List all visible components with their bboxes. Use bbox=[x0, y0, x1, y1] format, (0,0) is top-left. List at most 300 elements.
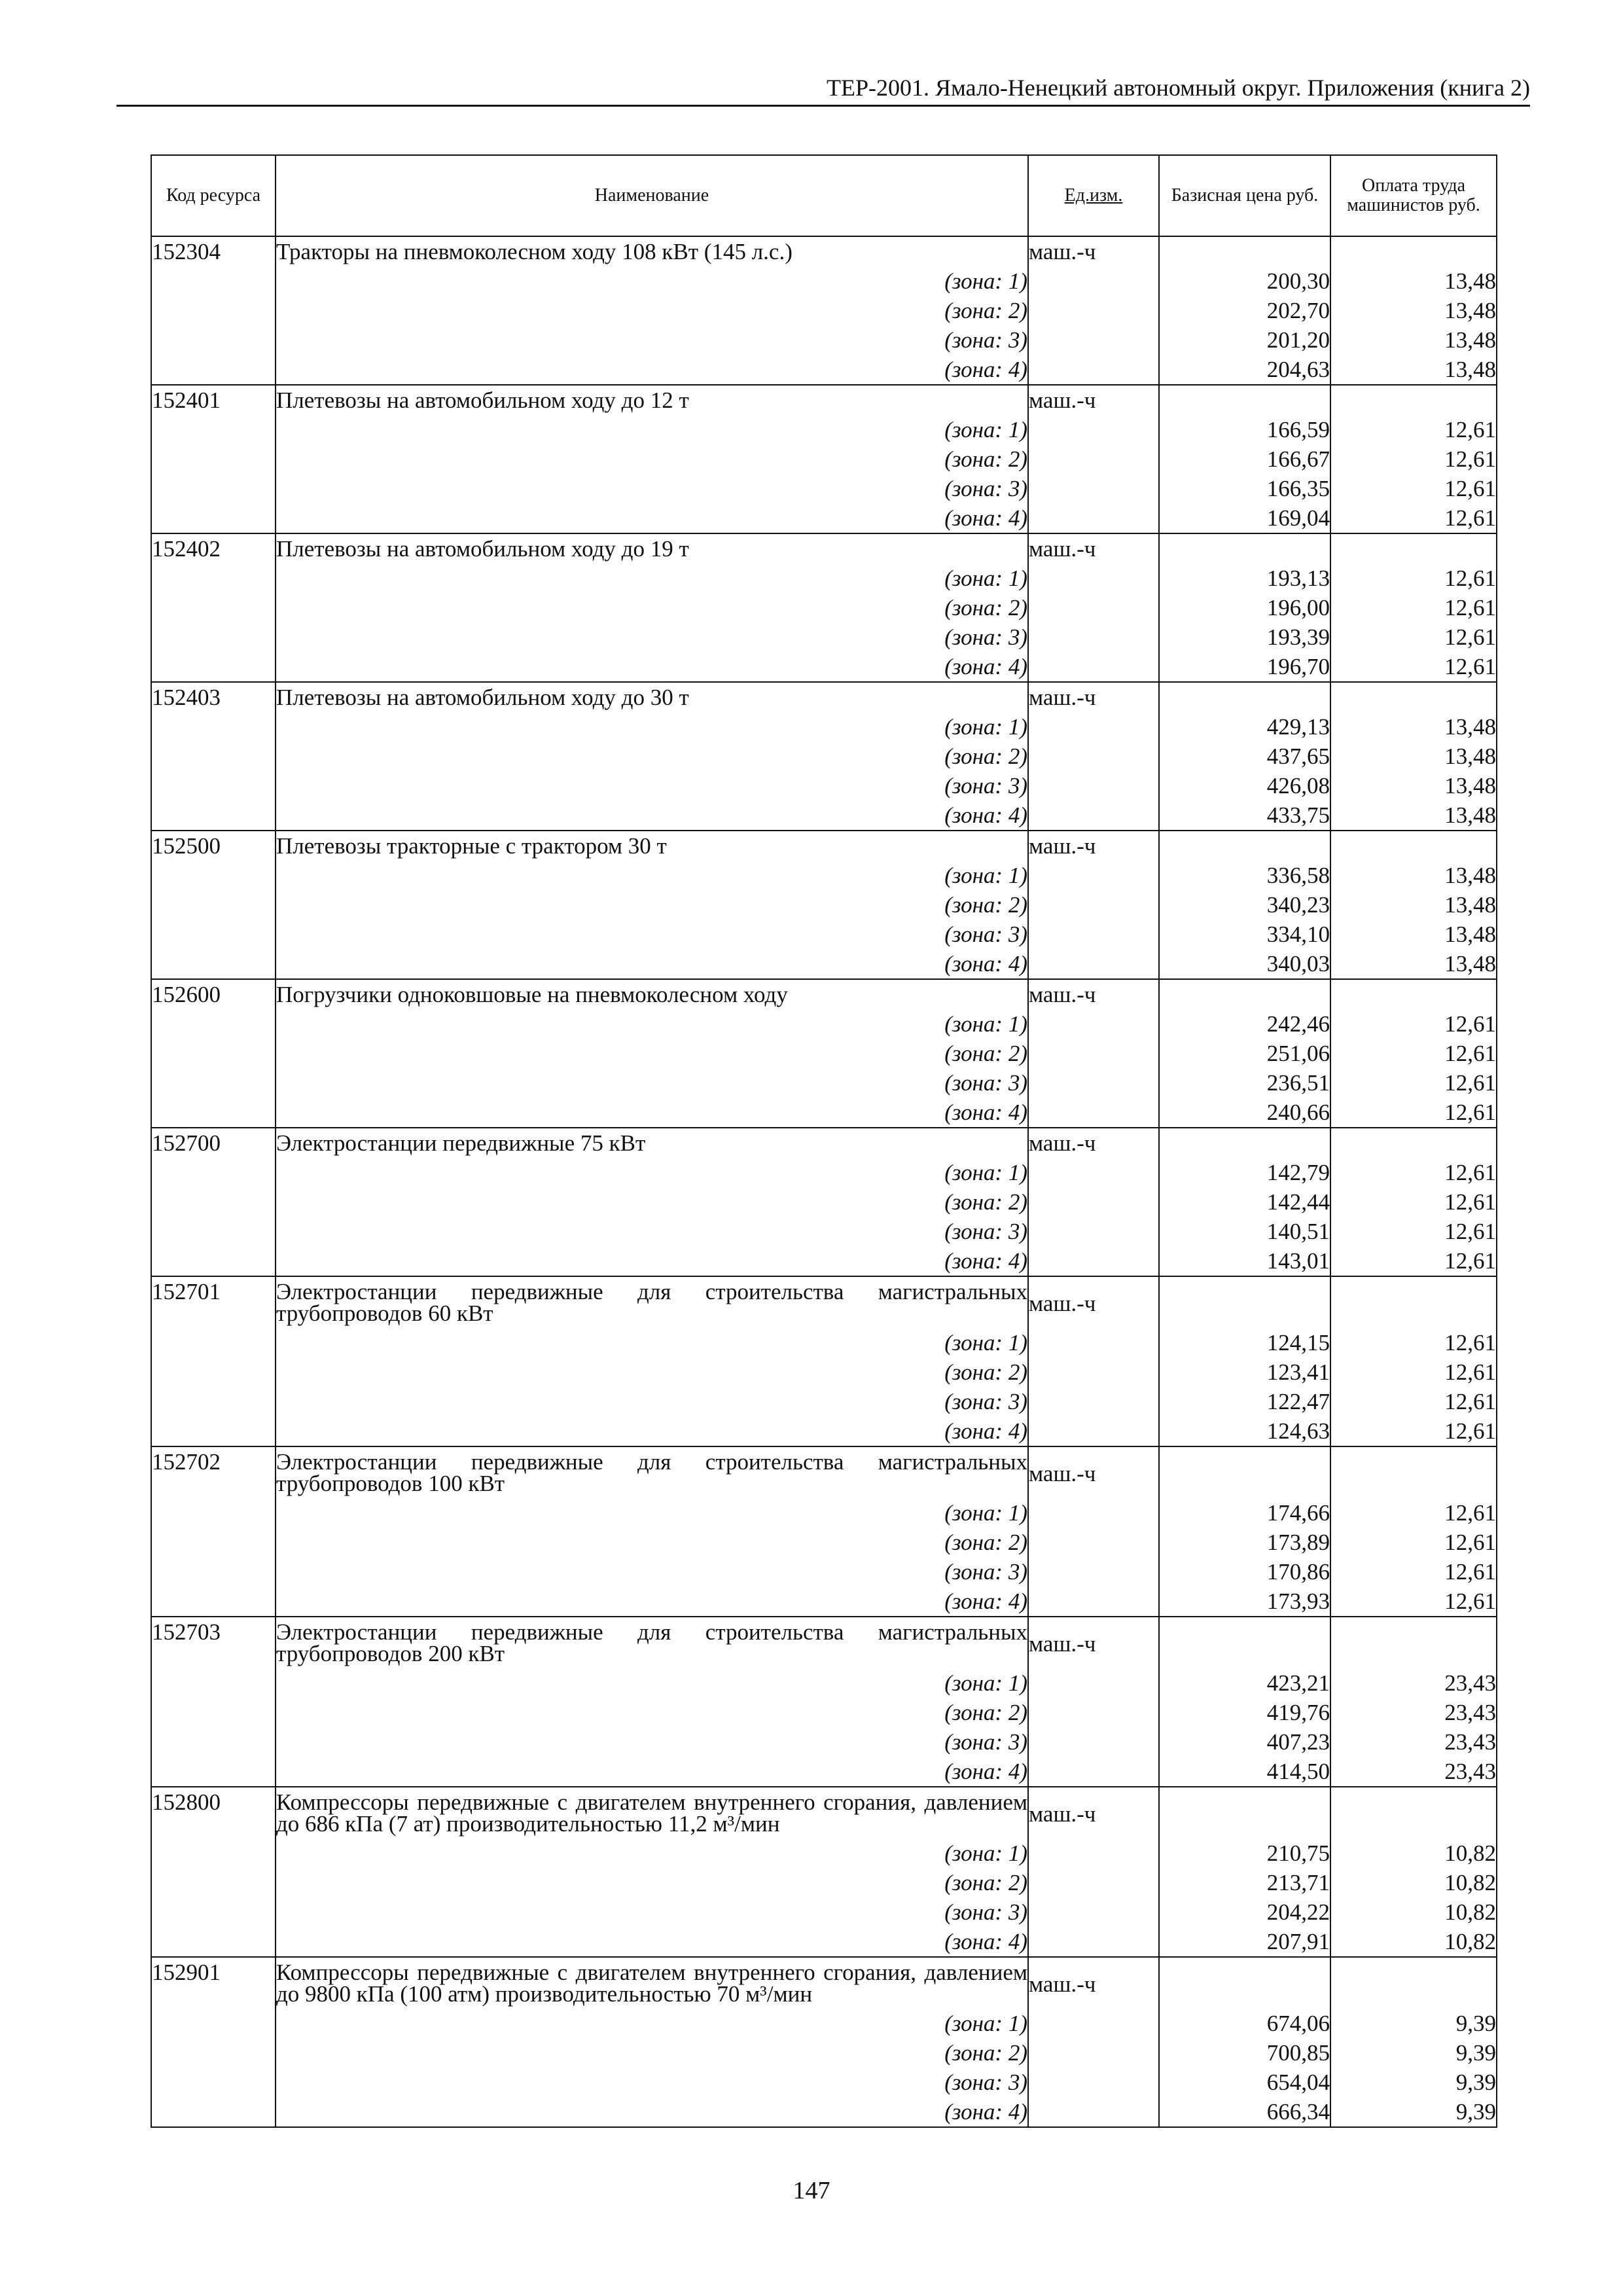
zone-label: (зона: 2) bbox=[276, 890, 1028, 920]
column-header-unit bbox=[1028, 155, 1159, 236]
resource-price-empty bbox=[1159, 533, 1330, 564]
zone-unit-empty bbox=[1028, 1557, 1159, 1587]
resource-pay-empty bbox=[1330, 1957, 1497, 2009]
zone-base-price: 674,06 bbox=[1159, 2009, 1330, 2038]
zone-label: (зона: 3) bbox=[276, 1557, 1028, 1587]
zone-unit-empty bbox=[1028, 861, 1159, 890]
zone-base-price: 207,91 bbox=[1159, 1927, 1330, 1957]
zone-base-price: 201,20 bbox=[1159, 325, 1330, 355]
zone-row bbox=[151, 355, 1497, 385]
zone-label: (зона: 1) bbox=[276, 712, 1028, 742]
zone-label: (зона: 3) bbox=[276, 325, 1028, 355]
zone-base-price: 666,34 bbox=[1159, 2097, 1330, 2127]
resource-row bbox=[151, 236, 1497, 266]
zone-label: (зона: 2) bbox=[276, 296, 1028, 325]
zone-base-price: 196,00 bbox=[1159, 593, 1330, 622]
zone-unit-empty bbox=[1028, 1068, 1159, 1098]
zone-row bbox=[151, 1246, 1497, 1276]
zone-label: (зона: 3) bbox=[276, 1387, 1028, 1416]
zone-base-price: 654,04 bbox=[1159, 2068, 1330, 2097]
zone-base-price: 429,13 bbox=[1159, 712, 1330, 742]
resource-price-empty bbox=[1159, 236, 1330, 266]
zone-code-empty bbox=[151, 800, 276, 831]
zone-code-empty bbox=[151, 266, 276, 296]
resource-unit: маш.-ч bbox=[1028, 236, 1159, 266]
zone-operator-pay: 10,82 bbox=[1330, 1927, 1497, 1957]
zone-base-price: 124,15 bbox=[1159, 1328, 1330, 1357]
zone-base-price: 340,03 bbox=[1159, 949, 1330, 979]
zone-row bbox=[151, 1587, 1497, 1617]
zone-operator-pay: 23,43 bbox=[1330, 1698, 1497, 1727]
resource-name-cell bbox=[276, 831, 1028, 861]
zone-unit-empty bbox=[1028, 1757, 1159, 1787]
zone-label: (зона: 4) bbox=[276, 1927, 1028, 1957]
zone-label: (зона: 2) bbox=[276, 1698, 1028, 1727]
table-header bbox=[151, 155, 1497, 236]
resource-price-empty bbox=[1159, 1446, 1330, 1498]
resource-pay-empty bbox=[1330, 1276, 1497, 1328]
resource-group bbox=[151, 1617, 1497, 1787]
zone-code-empty bbox=[151, 1158, 276, 1187]
zone-base-price: 242,46 bbox=[1159, 1009, 1330, 1039]
resource-pay-empty bbox=[1330, 1446, 1497, 1498]
zone-base-price: 437,65 bbox=[1159, 742, 1330, 771]
zone-row bbox=[151, 1158, 1497, 1187]
resource-unit: маш.-ч bbox=[1028, 1276, 1159, 1328]
zone-code-empty bbox=[151, 622, 276, 652]
zone-label: (зона: 2) bbox=[276, 593, 1028, 622]
resource-name: Электростанции передвижные для строительства магистральных трубопроводов 100 кВт bbox=[276, 1449, 1027, 1496]
column-header-code: Код ресурса bbox=[151, 155, 276, 236]
zone-base-price: 174,66 bbox=[1159, 1498, 1330, 1528]
zone-label: (зона: 3) bbox=[276, 1068, 1028, 1098]
zone-code-empty bbox=[151, 1009, 276, 1039]
zone-row bbox=[151, 1868, 1497, 1897]
zone-code-empty bbox=[151, 1498, 276, 1528]
zone-base-price: 700,85 bbox=[1159, 2038, 1330, 2068]
zone-base-price: 240,66 bbox=[1159, 1098, 1330, 1128]
zone-row bbox=[151, 920, 1497, 949]
resource-group bbox=[151, 1128, 1497, 1276]
zone-row bbox=[151, 2068, 1497, 2097]
resource-unit: маш.-ч bbox=[1028, 979, 1159, 1009]
zone-unit-empty bbox=[1028, 1528, 1159, 1557]
zone-unit-empty bbox=[1028, 1927, 1159, 1957]
resource-row bbox=[151, 1276, 1497, 1328]
zone-operator-pay: 9,39 bbox=[1330, 2097, 1497, 2127]
zone-label: (зона: 3) bbox=[276, 771, 1028, 800]
resource-code: 152403 bbox=[151, 682, 276, 712]
zone-base-price: 213,71 bbox=[1159, 1868, 1330, 1897]
zone-code-empty bbox=[151, 1839, 276, 1868]
zone-code-empty bbox=[151, 1068, 276, 1098]
resource-code: 152402 bbox=[151, 533, 276, 564]
zone-operator-pay: 12,61 bbox=[1330, 593, 1497, 622]
zone-row bbox=[151, 415, 1497, 444]
zone-code-empty bbox=[151, 2038, 276, 2068]
zone-base-price: 142,79 bbox=[1159, 1158, 1330, 1187]
zone-row bbox=[151, 503, 1497, 533]
zone-row bbox=[151, 800, 1497, 831]
resource-price-empty bbox=[1159, 1128, 1330, 1158]
zone-base-price: 236,51 bbox=[1159, 1068, 1330, 1098]
zone-operator-pay: 12,61 bbox=[1330, 1387, 1497, 1416]
zone-row bbox=[151, 296, 1497, 325]
zone-label: (зона: 4) bbox=[276, 2097, 1028, 2127]
resource-row bbox=[151, 682, 1497, 712]
resource-name: Тракторы на пневмоколесном ходу 108 кВт (145 л.с.) bbox=[276, 239, 793, 264]
zone-label: (зона: 2) bbox=[276, 2038, 1028, 2068]
zone-code-empty bbox=[151, 712, 276, 742]
zone-operator-pay: 13,48 bbox=[1330, 742, 1497, 771]
resource-unit: маш.-ч bbox=[1028, 385, 1159, 415]
zone-code-empty bbox=[151, 652, 276, 682]
zone-base-price: 122,47 bbox=[1159, 1387, 1330, 1416]
zone-row bbox=[151, 1528, 1497, 1557]
resource-table-wrapper bbox=[151, 154, 1496, 2128]
zone-operator-pay: 10,82 bbox=[1330, 1868, 1497, 1897]
zone-base-price: 166,59 bbox=[1159, 415, 1330, 444]
zone-operator-pay: 9,39 bbox=[1330, 2009, 1497, 2038]
resource-row bbox=[151, 385, 1497, 415]
zone-base-price: 340,23 bbox=[1159, 890, 1330, 920]
zone-code-empty bbox=[151, 1246, 276, 1276]
zone-base-price: 414,50 bbox=[1159, 1757, 1330, 1787]
zone-code-empty bbox=[151, 1387, 276, 1416]
resource-name-cell bbox=[276, 1446, 1028, 1498]
resource-name-cell bbox=[276, 1957, 1028, 2009]
zone-unit-empty bbox=[1028, 1668, 1159, 1698]
zone-row bbox=[151, 1357, 1497, 1387]
zone-code-empty bbox=[151, 415, 276, 444]
zone-label: (зона: 1) bbox=[276, 2009, 1028, 2038]
zone-label: (зона: 1) bbox=[276, 564, 1028, 593]
zone-label: (зона: 4) bbox=[276, 1757, 1028, 1787]
zone-base-price: 202,70 bbox=[1159, 296, 1330, 325]
zone-unit-empty bbox=[1028, 1387, 1159, 1416]
resource-name-cell bbox=[276, 979, 1028, 1009]
zone-code-empty bbox=[151, 564, 276, 593]
zone-code-empty bbox=[151, 1357, 276, 1387]
resource-pay-empty bbox=[1330, 385, 1497, 415]
zone-label: (зона: 4) bbox=[276, 800, 1028, 831]
zone-row bbox=[151, 1098, 1497, 1128]
zone-operator-pay: 12,61 bbox=[1330, 1009, 1497, 1039]
zone-code-empty bbox=[151, 2068, 276, 2097]
resource-name-cell bbox=[276, 533, 1028, 564]
zone-base-price: 169,04 bbox=[1159, 503, 1330, 533]
zone-code-empty bbox=[151, 1098, 276, 1128]
resource-group bbox=[151, 385, 1497, 533]
zone-unit-empty bbox=[1028, 1009, 1159, 1039]
zone-unit-empty bbox=[1028, 564, 1159, 593]
resource-name: Компрессоры передвижные с двигателем внутреннего сгорания, давлением до 686 кПа (7 ат) производительностью 11,2 м³/мин bbox=[276, 1789, 1027, 1837]
zone-operator-pay: 12,61 bbox=[1330, 415, 1497, 444]
zone-row bbox=[151, 742, 1497, 771]
resource-name: Плетевозы тракторные с трактором 30 т bbox=[276, 833, 667, 859]
zone-label: (зона: 3) bbox=[276, 474, 1028, 503]
zone-unit-empty bbox=[1028, 712, 1159, 742]
zone-row bbox=[151, 1068, 1497, 1098]
zone-code-empty bbox=[151, 2009, 276, 2038]
zone-code-empty bbox=[151, 444, 276, 474]
resource-name-cell bbox=[276, 1787, 1028, 1839]
zone-code-empty bbox=[151, 1039, 276, 1068]
zone-label: (зона: 4) bbox=[276, 1098, 1028, 1128]
zone-label: (зона: 4) bbox=[276, 652, 1028, 682]
zone-unit-empty bbox=[1028, 1587, 1159, 1617]
column-header-pay: Оплата труда машинистов руб. bbox=[1330, 155, 1497, 236]
zone-unit-empty bbox=[1028, 1187, 1159, 1217]
zone-label: (зона: 1) bbox=[276, 861, 1028, 890]
zone-code-empty bbox=[151, 325, 276, 355]
zone-code-empty bbox=[151, 1698, 276, 1727]
zone-row bbox=[151, 652, 1497, 682]
zone-row bbox=[151, 1727, 1497, 1757]
zone-operator-pay: 12,61 bbox=[1330, 1068, 1497, 1098]
running-header: ТЕР-2001. Ямало-Ненецкий автономный округ. Приложения (книга 2) bbox=[116, 73, 1530, 107]
resource-unit: маш.-ч bbox=[1028, 1957, 1159, 2009]
zone-operator-pay: 12,61 bbox=[1330, 1587, 1497, 1617]
resource-pay-empty bbox=[1330, 1128, 1497, 1158]
zone-row bbox=[151, 2009, 1497, 2038]
zone-base-price: 166,35 bbox=[1159, 474, 1330, 503]
resource-group bbox=[151, 236, 1497, 385]
zone-unit-empty bbox=[1028, 742, 1159, 771]
zone-row bbox=[151, 861, 1497, 890]
zone-operator-pay: 13,48 bbox=[1330, 861, 1497, 890]
zone-operator-pay: 9,39 bbox=[1330, 2068, 1497, 2097]
zone-code-empty bbox=[151, 296, 276, 325]
zone-code-empty bbox=[151, 1528, 276, 1557]
resource-row bbox=[151, 1787, 1497, 1839]
zone-code-empty bbox=[151, 355, 276, 385]
zone-unit-empty bbox=[1028, 415, 1159, 444]
zone-label: (зона: 2) bbox=[276, 742, 1028, 771]
zone-label: (зона: 1) bbox=[276, 1668, 1028, 1698]
resource-unit: маш.-ч bbox=[1028, 1446, 1159, 1498]
zone-unit-empty bbox=[1028, 1416, 1159, 1446]
resource-group bbox=[151, 1957, 1497, 2127]
zone-unit-empty bbox=[1028, 593, 1159, 622]
zone-row bbox=[151, 622, 1497, 652]
zone-unit-empty bbox=[1028, 1897, 1159, 1927]
zone-base-price: 166,67 bbox=[1159, 444, 1330, 474]
resource-code: 152901 bbox=[151, 1957, 276, 2009]
zone-row bbox=[151, 1839, 1497, 1868]
zone-base-price: 433,75 bbox=[1159, 800, 1330, 831]
resource-unit: маш.-ч bbox=[1028, 533, 1159, 564]
resource-code: 152500 bbox=[151, 831, 276, 861]
resource-name-cell bbox=[276, 1617, 1028, 1668]
zone-code-empty bbox=[151, 1416, 276, 1446]
zone-label: (зона: 3) bbox=[276, 920, 1028, 949]
resource-group bbox=[151, 831, 1497, 979]
zone-row bbox=[151, 1217, 1497, 1246]
zone-row bbox=[151, 890, 1497, 920]
resource-name: Электростанции передвижные для строительства магистральных трубопроводов 200 кВт bbox=[276, 1619, 1027, 1666]
resource-code: 152304 bbox=[151, 236, 276, 266]
resource-code: 152600 bbox=[151, 979, 276, 1009]
zone-code-empty bbox=[151, 474, 276, 503]
zone-operator-pay: 23,43 bbox=[1330, 1757, 1497, 1787]
zone-code-empty bbox=[151, 1217, 276, 1246]
zone-unit-empty bbox=[1028, 2009, 1159, 2038]
zone-unit-empty bbox=[1028, 1328, 1159, 1357]
zone-operator-pay: 12,61 bbox=[1330, 564, 1497, 593]
zone-operator-pay: 13,48 bbox=[1330, 800, 1497, 831]
zone-row bbox=[151, 1416, 1497, 1446]
resource-name-cell bbox=[276, 1276, 1028, 1328]
zone-label: (зона: 4) bbox=[276, 949, 1028, 979]
zone-label: (зона: 2) bbox=[276, 1357, 1028, 1387]
zone-code-empty bbox=[151, 920, 276, 949]
zone-row bbox=[151, 1927, 1497, 1957]
zone-base-price: 200,30 bbox=[1159, 266, 1330, 296]
zone-operator-pay: 12,61 bbox=[1330, 1557, 1497, 1587]
zone-unit-empty bbox=[1028, 2038, 1159, 2068]
zone-code-empty bbox=[151, 890, 276, 920]
table-header-row bbox=[151, 155, 1497, 236]
zone-code-empty bbox=[151, 1868, 276, 1897]
zone-operator-pay: 10,82 bbox=[1330, 1897, 1497, 1927]
zone-label: (зона: 4) bbox=[276, 1587, 1028, 1617]
zone-unit-empty bbox=[1028, 355, 1159, 385]
resource-row bbox=[151, 1446, 1497, 1498]
column-header-price: Базисная цена руб. bbox=[1159, 155, 1330, 236]
zone-operator-pay: 13,48 bbox=[1330, 266, 1497, 296]
zone-row bbox=[151, 2097, 1497, 2127]
resource-name-cell bbox=[276, 682, 1028, 712]
zone-unit-empty bbox=[1028, 1217, 1159, 1246]
zone-unit-empty bbox=[1028, 890, 1159, 920]
zone-unit-empty bbox=[1028, 1246, 1159, 1276]
zone-code-empty bbox=[151, 2097, 276, 2127]
resource-name: Электростанции передвижные 75 кВт bbox=[276, 1130, 646, 1156]
zone-row bbox=[151, 1698, 1497, 1727]
zone-label: (зона: 4) bbox=[276, 1246, 1028, 1276]
zone-code-empty bbox=[151, 1328, 276, 1357]
zone-operator-pay: 12,61 bbox=[1330, 1528, 1497, 1557]
zone-unit-empty bbox=[1028, 444, 1159, 474]
zone-operator-pay: 12,61 bbox=[1330, 1357, 1497, 1387]
resource-code: 152701 bbox=[151, 1276, 276, 1328]
resource-group bbox=[151, 682, 1497, 831]
resource-price-table bbox=[151, 154, 1497, 2128]
zone-base-price: 334,10 bbox=[1159, 920, 1330, 949]
resource-pay-empty bbox=[1330, 831, 1497, 861]
resource-name: Плетевозы на автомобильном ходу до 12 т bbox=[276, 387, 689, 413]
resource-unit: маш.-ч bbox=[1028, 1617, 1159, 1668]
zone-row bbox=[151, 1328, 1497, 1357]
zone-base-price: 193,13 bbox=[1159, 564, 1330, 593]
zone-row bbox=[151, 1009, 1497, 1039]
zone-row bbox=[151, 1557, 1497, 1587]
zone-label: (зона: 1) bbox=[276, 266, 1028, 296]
zone-operator-pay: 13,48 bbox=[1330, 771, 1497, 800]
resource-name: Компрессоры передвижные с двигателем внутреннего сгорания, давлением до 9800 кПа (100 атм) производительностью 70 м³/мин bbox=[276, 1960, 1027, 2007]
resource-name: Плетевозы на автомобильном ходу до 30 т bbox=[276, 685, 689, 710]
zone-row bbox=[151, 2038, 1497, 2068]
zone-operator-pay: 10,82 bbox=[1330, 1839, 1497, 1868]
zone-operator-pay: 12,61 bbox=[1330, 652, 1497, 682]
resource-row bbox=[151, 979, 1497, 1009]
zone-label: (зона: 2) bbox=[276, 1528, 1028, 1557]
zone-operator-pay: 12,61 bbox=[1330, 1187, 1497, 1217]
zone-code-empty bbox=[151, 1668, 276, 1698]
resource-code: 152702 bbox=[151, 1446, 276, 1498]
resource-name: Погрузчики одноковшовые на пневмоколесном ходу bbox=[276, 982, 788, 1007]
zone-label: (зона: 1) bbox=[276, 1009, 1028, 1039]
zone-base-price: 123,41 bbox=[1159, 1357, 1330, 1387]
zone-label: (зона: 3) bbox=[276, 622, 1028, 652]
zone-unit-empty bbox=[1028, 2097, 1159, 2127]
zone-code-empty bbox=[151, 861, 276, 890]
resource-unit: маш.-ч bbox=[1028, 682, 1159, 712]
zone-operator-pay: 12,61 bbox=[1330, 1098, 1497, 1128]
zone-code-empty bbox=[151, 503, 276, 533]
resource-row bbox=[151, 1957, 1497, 2009]
resource-price-empty bbox=[1159, 1957, 1330, 2009]
zone-label: (зона: 1) bbox=[276, 1328, 1028, 1357]
resource-pay-empty bbox=[1330, 1787, 1497, 1839]
zone-label: (зона: 2) bbox=[276, 1868, 1028, 1897]
zone-code-empty bbox=[151, 1187, 276, 1217]
zone-base-price: 423,21 bbox=[1159, 1668, 1330, 1698]
zone-operator-pay: 23,43 bbox=[1330, 1727, 1497, 1757]
zone-unit-empty bbox=[1028, 1727, 1159, 1757]
zone-unit-empty bbox=[1028, 1868, 1159, 1897]
zone-row bbox=[151, 949, 1497, 979]
zone-code-empty bbox=[151, 1897, 276, 1927]
zone-operator-pay: 13,48 bbox=[1330, 325, 1497, 355]
resource-code: 152401 bbox=[151, 385, 276, 415]
resource-unit: маш.-ч bbox=[1028, 1787, 1159, 1839]
zone-unit-empty bbox=[1028, 652, 1159, 682]
zone-code-empty bbox=[151, 593, 276, 622]
resource-pay-empty bbox=[1330, 682, 1497, 712]
zone-label: (зона: 4) bbox=[276, 1416, 1028, 1446]
zone-operator-pay: 13,48 bbox=[1330, 890, 1497, 920]
zone-label: (зона: 1) bbox=[276, 1498, 1028, 1528]
zone-base-price: 124,63 bbox=[1159, 1416, 1330, 1446]
resource-name-cell bbox=[276, 1128, 1028, 1158]
zone-row bbox=[151, 325, 1497, 355]
zone-operator-pay: 12,61 bbox=[1330, 1416, 1497, 1446]
zone-operator-pay: 12,61 bbox=[1330, 1158, 1497, 1187]
zone-label: (зона: 1) bbox=[276, 1158, 1028, 1187]
zone-operator-pay: 12,61 bbox=[1330, 474, 1497, 503]
resource-pay-empty bbox=[1330, 1617, 1497, 1668]
zone-operator-pay: 9,39 bbox=[1330, 2038, 1497, 2068]
resource-unit: маш.-ч bbox=[1028, 831, 1159, 861]
zone-operator-pay: 23,43 bbox=[1330, 1668, 1497, 1698]
zone-operator-pay: 12,61 bbox=[1330, 1498, 1497, 1528]
zone-base-price: 143,01 bbox=[1159, 1246, 1330, 1276]
zone-row bbox=[151, 1498, 1497, 1528]
zone-operator-pay: 12,61 bbox=[1330, 1328, 1497, 1357]
zone-unit-empty bbox=[1028, 1039, 1159, 1068]
column-header-unit-label: Ед.изм. bbox=[1064, 185, 1123, 206]
zone-unit-empty bbox=[1028, 1357, 1159, 1387]
zone-row bbox=[151, 1897, 1497, 1927]
zone-base-price: 336,58 bbox=[1159, 861, 1330, 890]
resource-pay-empty bbox=[1330, 979, 1497, 1009]
zone-row bbox=[151, 474, 1497, 503]
zone-base-price: 407,23 bbox=[1159, 1727, 1330, 1757]
zone-label: (зона: 1) bbox=[276, 1839, 1028, 1868]
zone-row bbox=[151, 1187, 1497, 1217]
